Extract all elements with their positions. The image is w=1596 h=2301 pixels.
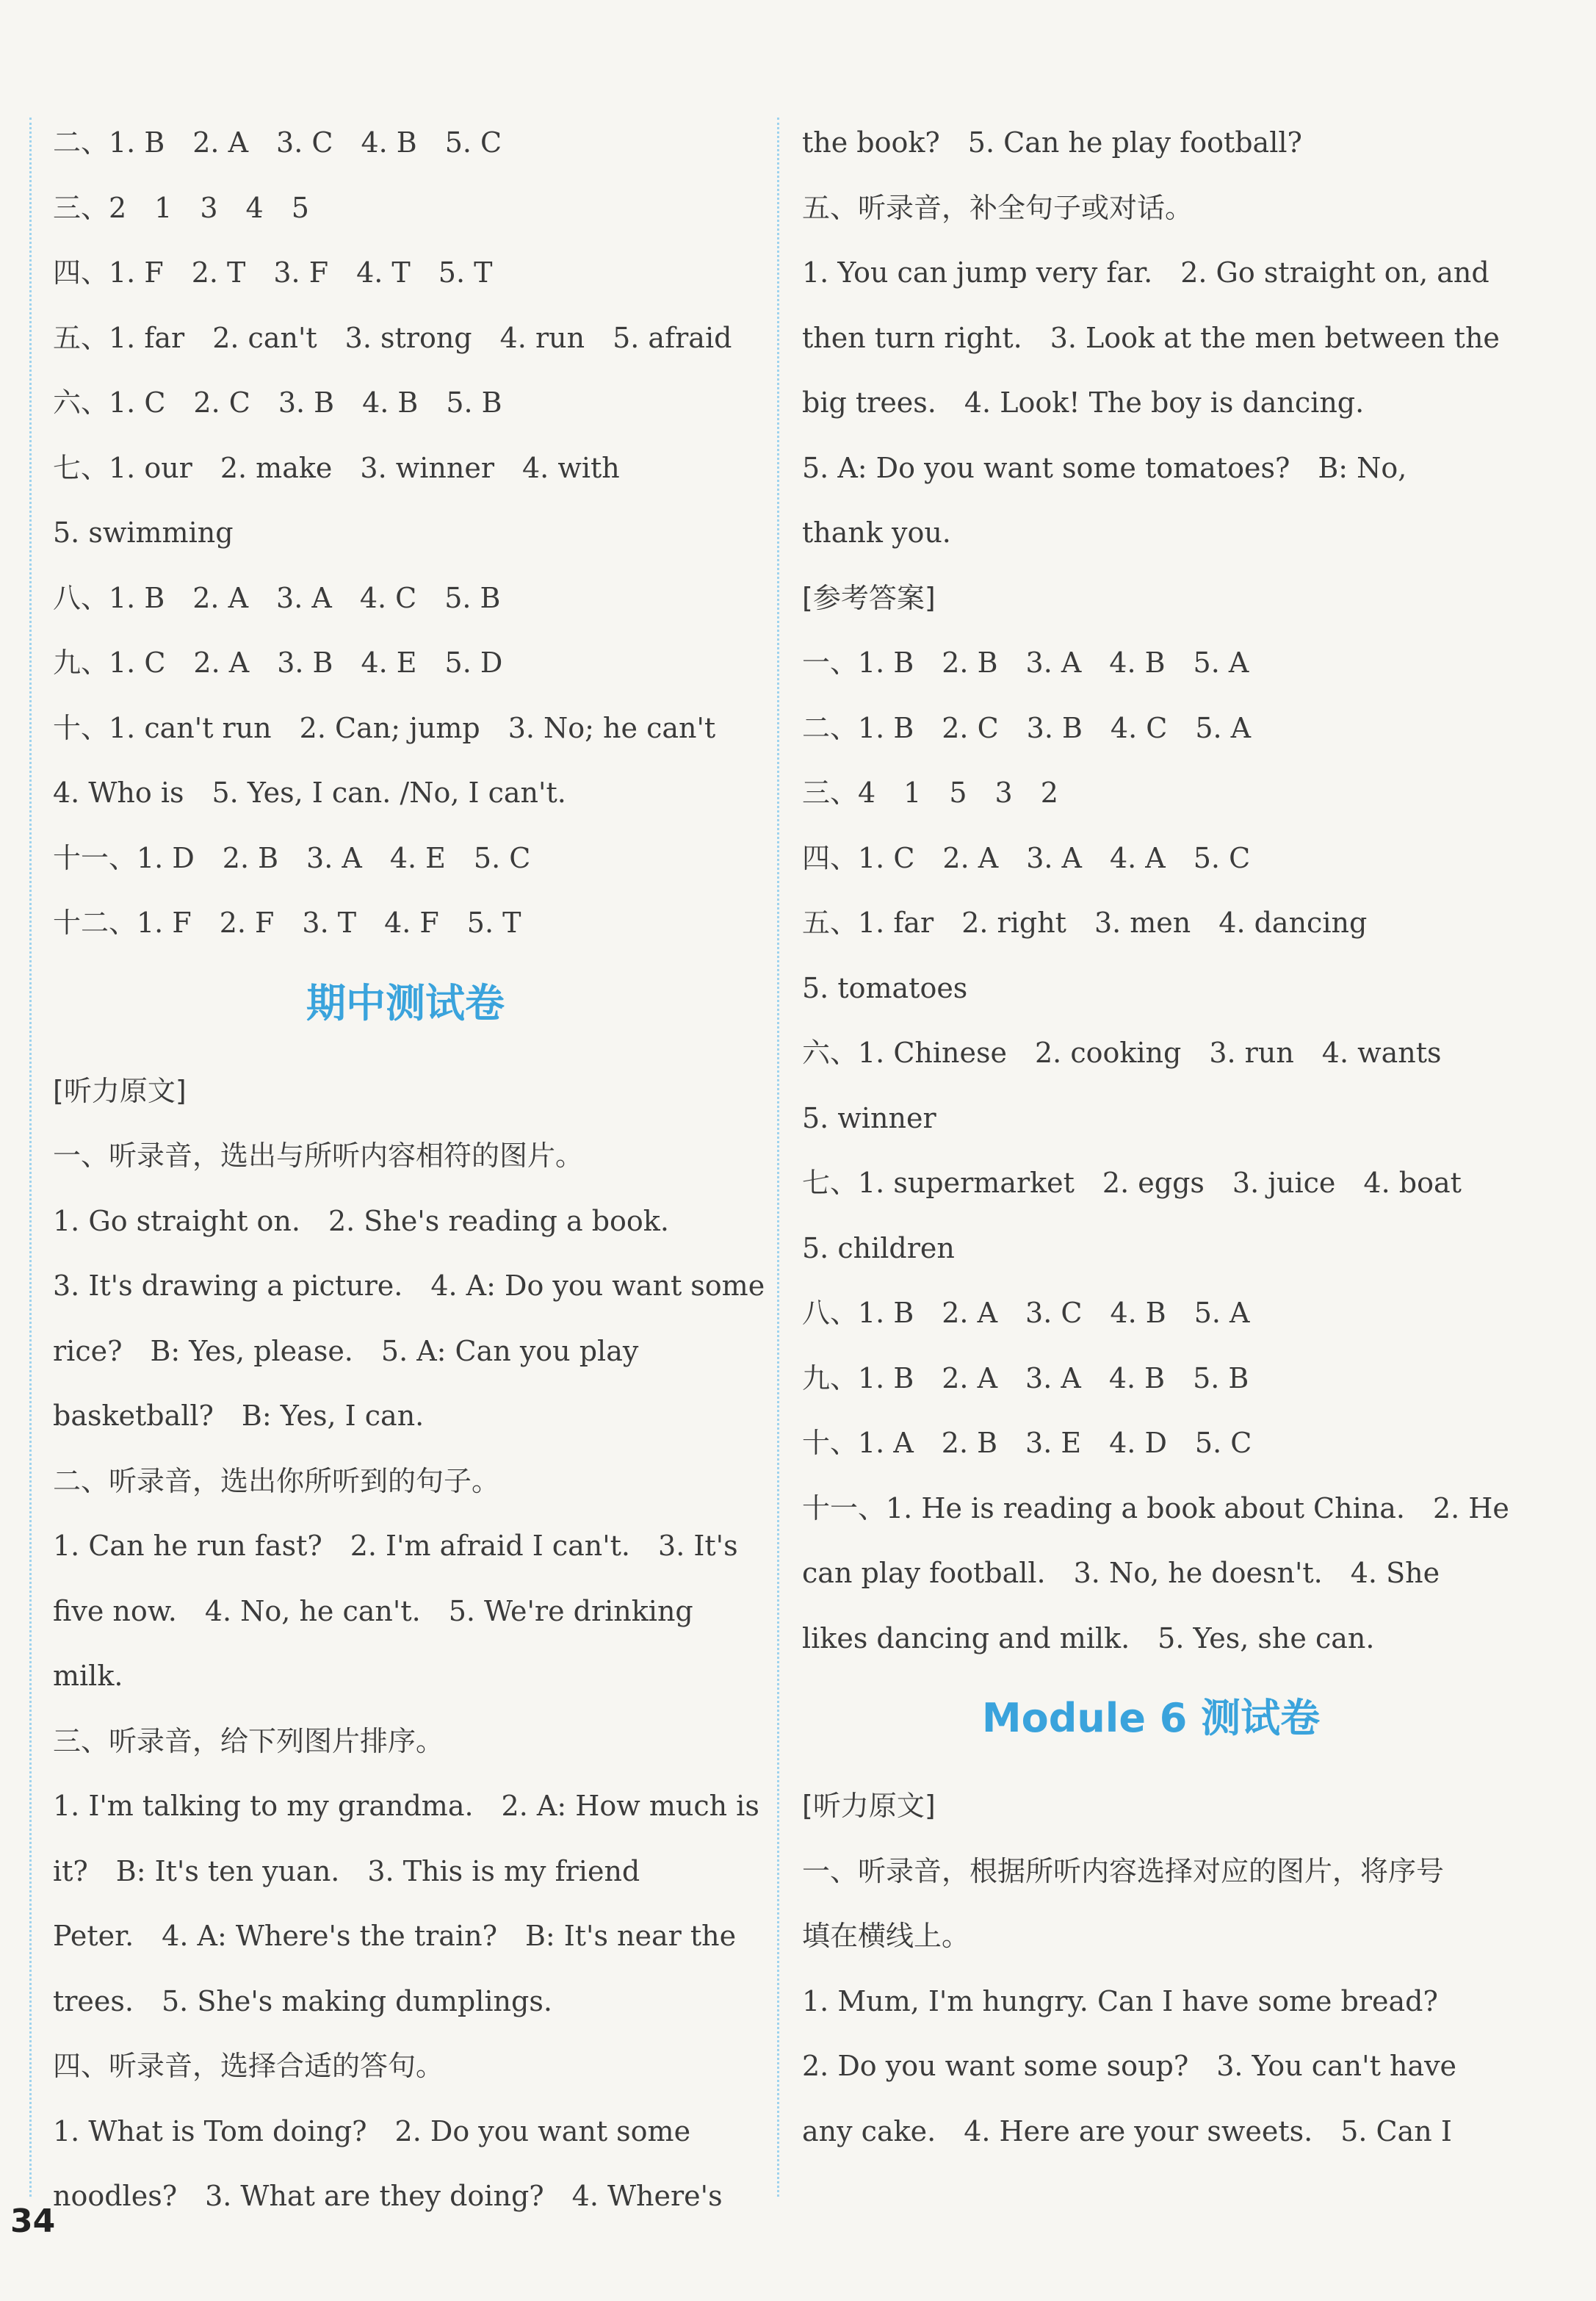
answer-line: 六、1. Chinese 2. cooking 3. run 4. wants — [802, 1037, 1442, 1069]
script-line: any cake. 4. Here are your sweets. 5. Can I — [802, 2114, 1452, 2147]
script-line: five now. 4. No, he can't. 5. We're drinking — [53, 1594, 693, 1627]
script-line: 1. What is Tom doing? 2. Do you want some — [53, 2114, 691, 2147]
script-line: trees. 5. She's making dumplings. — [53, 1984, 552, 2017]
answer-line: likes dancing and milk. 5. Yes, she can. — [802, 1621, 1375, 1654]
answer-line: 五、1. far 2. right 3. men 4. dancing — [802, 907, 1368, 939]
script-line: milk. — [53, 1660, 123, 1692]
answer-line: 十二、1. F 2. F 3. T 4. F 5. T — [53, 907, 521, 939]
reference-answer-tag: [参考答案] — [802, 581, 936, 614]
answer-line: 八、1. B 2. A 3. C 4. B 5. A — [802, 1297, 1250, 1329]
answer-line: 七、1. supermarket 2. eggs 3. juice 4. boat — [802, 1167, 1462, 1199]
page-number: 34 — [10, 2203, 56, 2240]
script-line: 1. You can jump very far. 2. Go straight on, and — [802, 256, 1490, 289]
answer-line: 三、2 1 3 4 5 — [53, 191, 309, 224]
answer-line: 三、4 1 5 3 2 — [802, 777, 1058, 809]
answer-line: 二、1. B 2. C 3. B 4. C 5. A — [802, 711, 1252, 744]
script-line: 1. Go straight on. 2. She's reading a book. — [53, 1204, 669, 1237]
section-instruction: 五、听录音，补全句子或对话。 — [802, 191, 1194, 224]
listening-script-tag: [听力原文] — [53, 1074, 187, 1107]
section-instruction: 填在横线上。 — [802, 1920, 970, 1952]
answer-line: 十一、1. He is reading a book about China. 2. He — [802, 1491, 1509, 1524]
script-line: noodles? 3. What are they doing? 4. Where's — [53, 2180, 723, 2212]
script-line: then turn right. 3. Look at the men between the — [802, 321, 1500, 354]
column-divider — [777, 118, 779, 2197]
module6-test-title: Module 6 测试卷 — [981, 1695, 1321, 1741]
script-line: thank you. — [802, 516, 951, 549]
answer-line: 4. Who is 5. Yes, I can. /No, I can't. — [53, 777, 566, 809]
script-line: Peter. 4. A: Where's the train? B: It's near the — [53, 1920, 737, 1952]
answer-line: 八、1. B 2. A 3. A 4. C 5. B — [53, 581, 501, 614]
answer-line: 十一、1. D 2. B 3. A 4. E 5. C — [53, 841, 531, 874]
answer-line: 六、1. C 2. C 3. B 4. B 5. B — [53, 386, 502, 419]
answer-line: 二、1. B 2. A 3. C 4. B 5. C — [53, 126, 502, 159]
section-instruction: 一、听录音，选出与所听内容相符的图片。 — [53, 1139, 584, 1172]
script-line: basketball? B: Yes, I can. — [53, 1400, 425, 1432]
answer-line: 七、1. our 2. make 3. winner 4. with — [53, 451, 620, 484]
answer-line: 5. children — [802, 1231, 955, 1264]
script-line: rice? B: Yes, please. 5. A: Can you play — [53, 1334, 639, 1367]
script-line: the book? 5. Can he play football? — [802, 126, 1302, 159]
script-line: 3. It's drawing a picture. 4. A: Do you want some — [53, 1270, 765, 1302]
answer-line: 5. tomatoes — [802, 971, 968, 1004]
answer-line: can play football. 3. No, he doesn't. 4. She — [802, 1557, 1440, 1589]
listening-script-tag: [听力原文] — [802, 1790, 936, 1822]
script-line: 1. I'm talking to my grandma. 2. A: How much is — [53, 1790, 759, 1822]
section-instruction: 一、听录音，根据所听内容选择对应的图片，将序号 — [802, 1854, 1445, 1887]
script-line: 2. Do you want some soup? 3. You can't have — [802, 2050, 1457, 2082]
answer-line: 九、1. C 2. A 3. B 4. E 5. D — [53, 647, 503, 679]
answer-line: 五、1. far 2. can't 3. strong 4. run 5. afraid — [53, 321, 732, 354]
script-line: 5. A: Do you want some tomatoes? B: No, — [802, 451, 1407, 484]
right-column — [802, 110, 1509, 2164]
midterm-test-title: 期中测试卷 — [306, 979, 505, 1026]
answer-line: 5. swimming — [53, 516, 234, 549]
answer-line: 十、1. can't run 2. Can; jump 3. No; he can't — [53, 711, 716, 744]
section-instruction: 二、听录音，选出你所听到的句子。 — [53, 1464, 500, 1497]
script-line: 1. Can he run fast? 2. I'm afraid I can't. 3. It's — [53, 1530, 738, 1562]
left-margin-rule — [29, 118, 32, 2197]
answer-line: 九、1. B 2. A 3. A 4. B 5. B — [802, 1361, 1249, 1394]
script-line: big trees. 4. Look! The boy is dancing. — [802, 386, 1365, 419]
answer-line: 5. winner — [802, 1101, 936, 1134]
section-instruction: 三、听录音，给下列图片排序。 — [53, 1724, 444, 1757]
answer-line: 一、1. B 2. B 3. A 4. B 5. A — [802, 647, 1249, 679]
script-line: it? B: It's ten yuan. 3. This is my friend — [53, 1854, 640, 1887]
answer-line: 十、1. A 2. B 3. E 4. D 5. C — [802, 1427, 1252, 1459]
script-line: 1. Mum, I'm hungry. Can I have some bread? — [802, 1984, 1438, 2017]
answer-line: 四、1. C 2. A 3. A 4. A 5. C — [802, 841, 1251, 874]
section-instruction: 四、听录音，选择合适的答句。 — [53, 2050, 444, 2082]
answer-line: 四、1. F 2. T 3. F 4. T 5. T — [53, 256, 493, 289]
left-column — [53, 110, 765, 2229]
